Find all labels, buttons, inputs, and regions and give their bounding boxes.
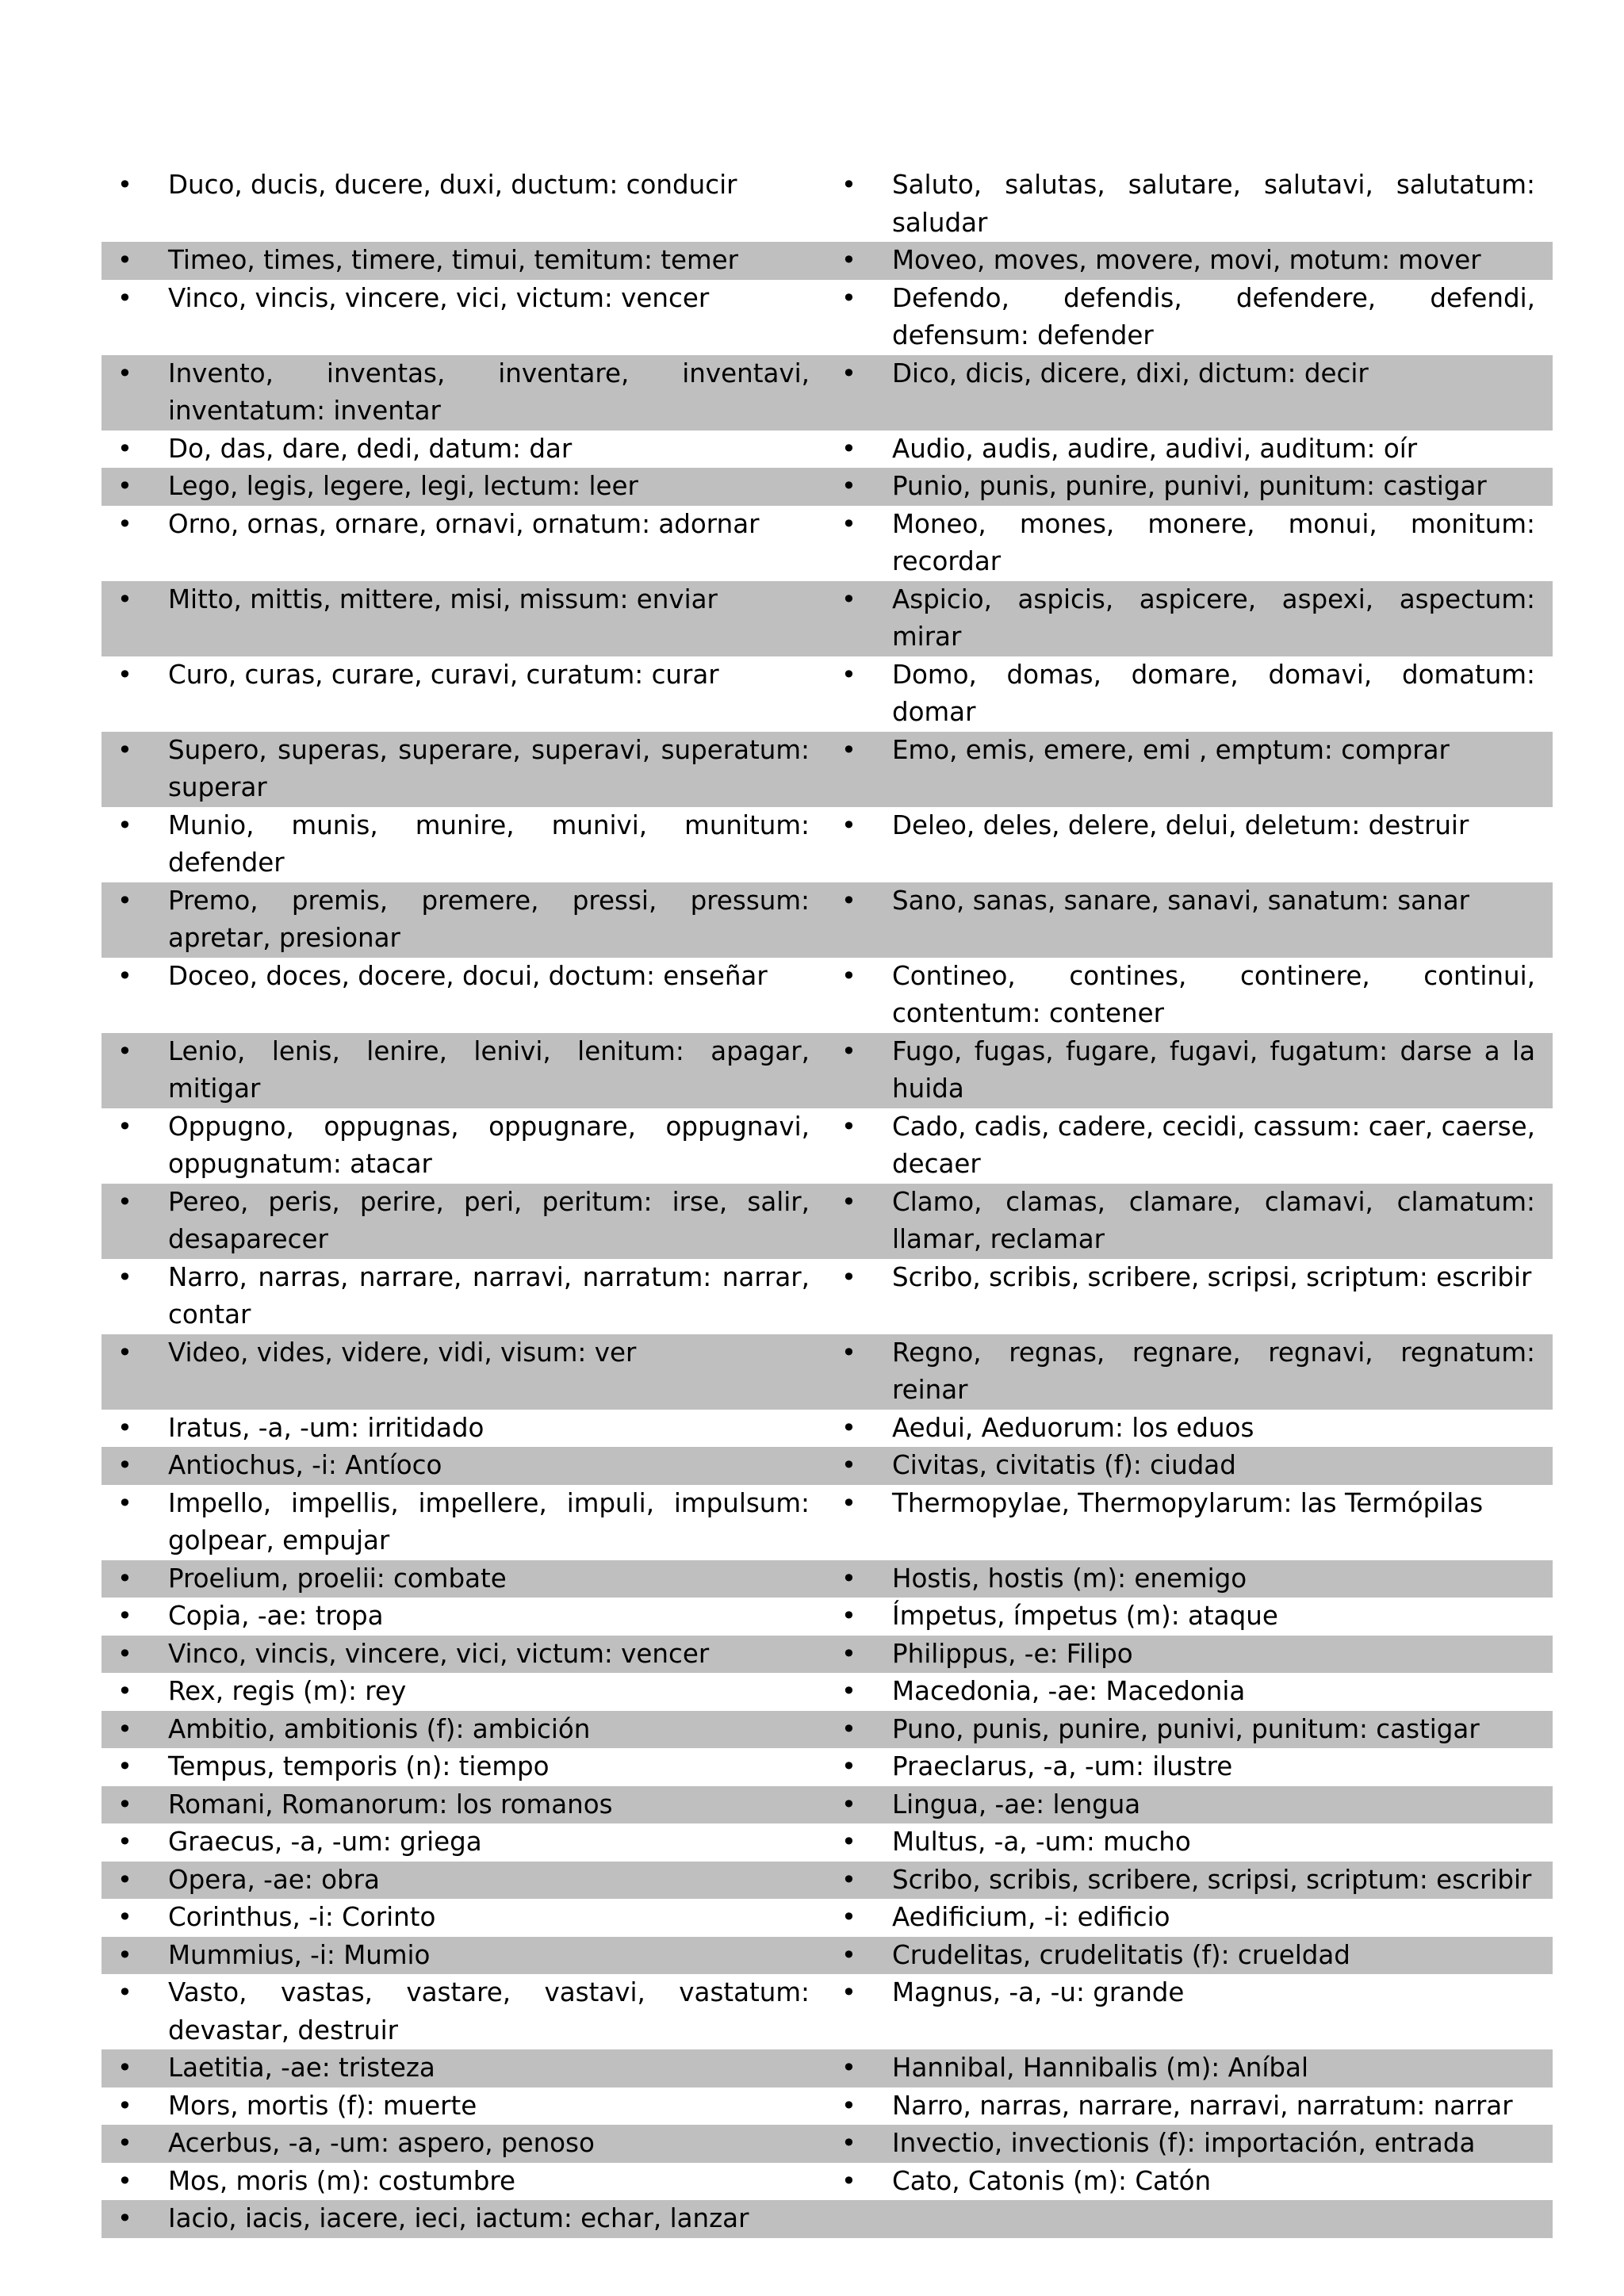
vocab-row [102, 1108, 1553, 1184]
vocab-entry-right [827, 242, 1553, 280]
vocab-row [102, 1974, 1553, 2049]
vocab-entry-right [827, 2087, 1553, 2126]
vocab-entry-text: Lenio, lenis, lenire, lenivi, lenitum: apagar, mitigar [168, 1035, 810, 1104]
vocab-entry-right [827, 1485, 1553, 1523]
vocab-entry-text: Laetitia, -ae: tristeza [168, 2053, 435, 2083]
bullet-icon: • [841, 2053, 856, 2083]
vocab-entry-text: Premo, premis, premere, pressi, pressum: apretar, presionar [168, 885, 810, 953]
vocab-entry-right [827, 2125, 1553, 2163]
vocab-row [102, 1447, 1553, 1485]
vocab-entry-left [102, 1937, 827, 1975]
vocab-entry-left [102, 882, 827, 958]
bullet-icon: • [117, 1939, 132, 1970]
vocab-entry-text: Defendo, defendis, defendere, defendi, defensum: defender [892, 282, 1535, 350]
vocab-row [102, 1259, 1553, 1334]
vocab-entry-text: Moneo, mones, monere, monui, monitum: recordar [892, 508, 1535, 576]
bullet-icon: • [841, 1676, 856, 1706]
bullet-icon: • [117, 1412, 132, 1443]
bullet-icon: • [841, 471, 856, 501]
vocab-entry-right [827, 1259, 1553, 1297]
vocab-row [102, 1485, 1553, 1560]
vocab-entry-left [102, 1108, 827, 1184]
vocab-row [102, 882, 1553, 958]
vocab-entry-text: Hostis, hostis (m): enemigo [892, 1563, 1247, 1594]
bullet-icon: • [841, 358, 856, 388]
vocab-entry-left [102, 1711, 827, 1749]
vocab-entry-right [827, 1748, 1553, 1786]
vocab-entry-right [827, 166, 1553, 242]
bullet-icon: • [117, 358, 132, 388]
vocab-entry-left [102, 1410, 827, 1448]
vocab-entry-right [827, 1711, 1553, 1749]
bullet-icon: • [117, 2203, 132, 2233]
vocab-entry-right [827, 1673, 1553, 1711]
vocab-entry-text: Impello, impellis, impellere, impuli, impulsum: golpear, empujar [168, 1487, 810, 1556]
vocab-entry-right [827, 1560, 1553, 1598]
vocab-entry-text: Scribo, scribis, scribere, scripsi, scriptum: escribir [892, 1864, 1532, 1895]
bullet-icon: • [117, 1751, 132, 1781]
bullet-icon: • [117, 960, 132, 991]
vocab-entry-right [827, 1108, 1553, 1184]
vocab-entry-text: Punio, punis, punire, punivi, punitum: castigar [892, 471, 1487, 501]
bullet-icon: • [117, 1487, 132, 1518]
bullet-icon: • [117, 1563, 132, 1594]
bullet-icon: • [117, 1638, 132, 1669]
vocab-row [102, 1560, 1553, 1598]
vocab-row [102, 2200, 1553, 2238]
vocab-entry-text: Orno, ornas, ornare, ornavi, ornatum: adornar [168, 508, 760, 539]
bullet-icon: • [841, 1977, 856, 2007]
bullet-icon: • [841, 2128, 856, 2158]
bullet-icon: • [117, 1676, 132, 1706]
vocab-entry-text: Multus, -a, -um: mucho [892, 1827, 1191, 1857]
bullet-icon: • [117, 2128, 132, 2158]
bullet-icon: • [841, 1713, 856, 1744]
vocab-entry-text: Deleo, deles, delere, delui, deletum: destruir [892, 809, 1469, 840]
vocab-entry-right [827, 1033, 1553, 1108]
vocab-entry-text: Aedificium, -i: edificio [892, 1902, 1170, 1932]
bullet-icon: • [841, 809, 856, 840]
vocab-entry-right [827, 430, 1553, 469]
vocab-entry-text: Saluto, salutas, salutare, salutavi, salutatum: saludar [892, 170, 1535, 238]
vocab-entry-text: Clamo, clamas, clamare, clamavi, clamatum: llamar, reclamar [892, 1186, 1535, 1254]
vocab-entry-left [102, 242, 827, 280]
vocab-entry-text: Do, das, dare, dedi, datum: dar [168, 433, 573, 464]
vocab-row [102, 958, 1553, 1033]
vocab-entry-text: Crudelitas, crudelitatis (f): crueldad [892, 1939, 1350, 1970]
vocab-row [102, 1899, 1553, 1937]
vocab-entry-left [102, 1862, 827, 1900]
vocab-entry-text: Macedonia, -ae: Macedonia [892, 1676, 1246, 1706]
vocab-row [102, 1711, 1553, 1749]
vocab-entry-left [102, 355, 827, 430]
vocab-row [102, 1862, 1553, 1900]
bullet-icon: • [841, 1827, 856, 1857]
vocab-entry-left [102, 1748, 827, 1786]
vocab-entry-text: Opera, -ae: obra [168, 1864, 380, 1895]
vocab-row [102, 1184, 1553, 1259]
bullet-icon: • [841, 1751, 856, 1781]
vocab-entry-right [827, 1937, 1553, 1975]
vocab-row [102, 430, 1553, 469]
vocab-entry-left [102, 1673, 827, 1711]
vocab-entry-left [102, 2087, 827, 2126]
vocabulary-table [102, 166, 1553, 2238]
vocab-entry-text: Timeo, times, timere, timui, temitum: temer [168, 245, 739, 275]
bullet-icon: • [117, 734, 132, 765]
bullet-icon: • [841, 1864, 856, 1895]
vocab-entry-left [102, 656, 827, 695]
bullet-icon: • [117, 2090, 132, 2121]
vocab-entry-text: Corinthus, -i: Corinto [168, 1902, 436, 1932]
vocab-entry-left [102, 166, 827, 205]
vocab-entry-text: Ambitio, ambitionis (f): ambición [168, 1713, 591, 1744]
vocab-entry-left [102, 1636, 827, 1674]
bullet-icon: • [841, 2090, 856, 2121]
vocab-entry-text: Vinco, vincis, vincere, vici, victum: vencer [168, 282, 710, 313]
vocab-entry-text: Moveo, moves, movere, movi, motum: mover [892, 245, 1481, 275]
vocab-entry-text: Iacio, iacis, iacere, ieci, iactum: echar, lanzar [168, 2203, 749, 2233]
vocab-entry-left [102, 1485, 827, 1560]
vocab-entry-text: Tempus, temporis (n): tiempo [168, 1751, 550, 1781]
bullet-icon: • [841, 1412, 856, 1443]
bullet-icon: • [117, 170, 132, 200]
vocab-entry-text: Hannibal, Hannibalis (m): Aníbal [892, 2053, 1308, 2083]
vocab-entry-left [102, 1899, 827, 1937]
vocab-entry-text: Video, vides, videre, vidi, visum: ver [168, 1337, 637, 1368]
vocab-entry-right [827, 1636, 1553, 1674]
vocab-entry-text: Philippus, -e: Filipo [892, 1638, 1133, 1669]
vocab-entry-right [827, 581, 1553, 656]
vocab-entry-left [102, 1598, 827, 1636]
vocab-entry-right [827, 882, 1553, 920]
vocab-entry-text: Lingua, -ae: lengua [892, 1789, 1141, 1820]
vocab-row [102, 1033, 1553, 1108]
vocab-entry-text: Contineo, contines, continere, continui, contentum: contener [892, 960, 1535, 1028]
vocab-row [102, 1748, 1553, 1786]
vocab-row [102, 2049, 1553, 2087]
vocab-entry-text: Cato, Catonis (m): Catón [892, 2165, 1212, 2196]
vocab-entry-left [102, 1786, 827, 1824]
vocab-entry-text: Civitas, civitatis (f): ciudad [892, 1450, 1236, 1480]
vocab-entry-right [827, 355, 1553, 393]
vocab-entry-left [102, 468, 827, 506]
bullet-icon: • [117, 508, 132, 539]
vocab-entry-text: Mos, moris (m): costumbre [168, 2165, 515, 2196]
bullet-icon: • [841, 1035, 856, 1066]
bullet-icon: • [841, 245, 856, 275]
bullet-icon: • [117, 471, 132, 501]
vocab-entry-left [102, 2163, 827, 2201]
vocab-row [102, 1598, 1553, 1636]
vocab-entry-left [102, 2200, 827, 2238]
bullet-icon: • [841, 1789, 856, 1820]
vocab-entry-right [827, 1447, 1553, 1485]
vocab-entry-text: Thermopylae, Thermopylarum: las Termópilas [892, 1487, 1484, 1518]
vocab-entry-left [102, 1560, 827, 1598]
vocab-entry-right [827, 732, 1553, 770]
vocab-entry-right [827, 1974, 1553, 2012]
bullet-icon: • [117, 1035, 132, 1066]
vocab-entry-right [827, 468, 1553, 506]
vocab-row [102, 732, 1553, 807]
bullet-icon: • [841, 1638, 856, 1669]
vocab-entry-text: Aedui, Aeduorum: los eduos [892, 1412, 1254, 1443]
vocab-entry-text: Curo, curas, curare, curavi, curatum: curar [168, 659, 719, 690]
vocab-entry-text: Narro, narras, narrare, narravi, narratum: narrar, contar [168, 1261, 810, 1330]
vocab-entry-text: Mors, mortis (f): muerte [168, 2090, 477, 2121]
vocab-entry-text: Munio, munis, munire, munivi, munitum: defender [168, 809, 810, 878]
vocab-entry-right [827, 2163, 1553, 2201]
bullet-icon: • [841, 1563, 856, 1594]
vocab-entry-text: Praeclarus, -a, -um: ilustre [892, 1751, 1233, 1781]
vocab-entry-text: Rex, regis (m): rey [168, 1676, 407, 1706]
vocab-entry-right [827, 1823, 1553, 1862]
bullet-icon: • [117, 809, 132, 840]
vocab-entry-left [102, 1184, 827, 1259]
vocab-entry-text: Acerbus, -a, -um: aspero, penoso [168, 2128, 595, 2158]
vocab-entry-text: Domo, domas, domare, domavi, domatum: domar [892, 659, 1535, 727]
bullet-icon: • [841, 282, 856, 313]
bullet-icon: • [841, 1939, 856, 1970]
bullet-icon: • [117, 1450, 132, 1480]
vocab-row [102, 1823, 1553, 1862]
vocab-entry-text: Graecus, -a, -um: griega [168, 1827, 482, 1857]
bullet-icon: • [841, 508, 856, 539]
vocab-row [102, 1410, 1553, 1448]
vocab-entry-left [102, 732, 827, 807]
vocab-row [102, 506, 1553, 581]
vocab-entry-left [102, 1259, 827, 1334]
vocab-entry-text: Iratus, -a, -um: irritidado [168, 1412, 485, 1443]
vocab-entry-right [827, 807, 1553, 845]
vocab-entry-text: Supero, superas, superare, superavi, superatum: superar [168, 734, 810, 802]
vocab-entry-left [102, 807, 827, 882]
vocab-row [102, 1334, 1553, 1410]
vocab-entry-right [827, 1598, 1553, 1636]
vocab-entry-right [827, 656, 1553, 732]
vocab-entry-text: Invectio, invectionis (f): importación, entrada [892, 2128, 1476, 2158]
bullet-icon: • [841, 170, 856, 200]
bullet-icon: • [117, 1111, 132, 1142]
vocab-entry-text: Magnus, -a, -u: grande [892, 1977, 1185, 2007]
bullet-icon: • [841, 1186, 856, 1217]
bullet-icon: • [841, 584, 856, 614]
vocab-entry-right [827, 1862, 1553, 1900]
bullet-icon: • [841, 1261, 856, 1292]
bullet-icon: • [841, 734, 856, 765]
vocab-entry-text: Oppugno, oppugnas, oppugnare, oppugnavi, oppugnatum: atacar [168, 1111, 810, 1179]
vocab-entry-text: Antiochus, -i: Antíoco [168, 1450, 442, 1480]
vocab-entry-text: Dico, dicis, dicere, dixi, dictum: decir [892, 358, 1369, 388]
bullet-icon: • [841, 659, 856, 690]
bullet-icon: • [841, 1111, 856, 1142]
vocab-row [102, 581, 1553, 656]
vocab-row [102, 2125, 1553, 2163]
bullet-icon: • [841, 885, 856, 916]
vocab-entry-left [102, 1334, 827, 1372]
vocab-row [102, 656, 1553, 732]
vocab-row [102, 2087, 1553, 2126]
vocab-entry-left [102, 280, 827, 318]
bullet-icon: • [841, 1487, 856, 1518]
bullet-icon: • [117, 1977, 132, 2007]
vocab-entry-text: Mitto, mittis, mittere, misi, missum: enviar [168, 584, 718, 614]
vocab-entry-text: Lego, legis, legere, legi, lectum: leer [168, 471, 638, 501]
vocab-entry-text: Ímpetus, ímpetus (m): ataque [892, 1601, 1278, 1631]
bullet-icon: • [117, 1601, 132, 1631]
vocab-entry-text: Proelium, proelii: combate [168, 1563, 507, 1594]
vocab-row [102, 242, 1553, 280]
vocab-entry-text: Aspicio, aspicis, aspicere, aspexi, aspectum: mirar [892, 584, 1535, 652]
vocab-entry-right [827, 1334, 1553, 1410]
vocab-entry-left [102, 958, 827, 996]
vocab-entry-text: Romani, Romanorum: los romanos [168, 1789, 613, 1820]
vocab-row [102, 807, 1553, 882]
vocab-entry-right [827, 958, 1553, 1033]
bullet-icon: • [841, 960, 856, 991]
vocab-entry-left [102, 1823, 827, 1862]
bullet-icon: • [117, 1337, 132, 1368]
vocab-entry-left [102, 506, 827, 544]
vocab-entry-right [827, 1184, 1553, 1259]
vocab-entry-left [102, 1974, 827, 2049]
vocab-entry-text: Narro, narras, narrare, narravi, narratum: narrar [892, 2090, 1513, 2121]
vocab-entry-left [102, 430, 827, 469]
bullet-icon: • [117, 2053, 132, 2083]
bullet-icon: • [117, 1186, 132, 1217]
vocab-row [102, 468, 1553, 506]
vocab-entry-text: Puno, punis, punire, punivi, punitum: castigar [892, 1713, 1480, 1744]
bullet-icon: • [841, 1337, 856, 1368]
bullet-icon: • [117, 1827, 132, 1857]
bullet-icon: • [117, 282, 132, 313]
vocab-row [102, 1937, 1553, 1975]
vocab-entry-right [827, 1410, 1553, 1448]
bullet-icon: • [117, 584, 132, 614]
vocab-entry-text: Invento, inventas, inventare, inventavi, inventatum: inventar [168, 358, 810, 426]
vocab-entry-right [827, 1786, 1553, 1824]
vocab-entry-right [827, 2049, 1553, 2087]
bullet-icon: • [117, 1864, 132, 1895]
vocab-entry-left [102, 1447, 827, 1485]
bullet-icon: • [117, 1902, 132, 1932]
vocab-entry-left [102, 2049, 827, 2087]
vocab-entry-text: Fugo, fugas, fugare, fugavi, fugatum: darse a la huida [892, 1035, 1535, 1104]
bullet-icon: • [117, 2165, 132, 2196]
bullet-icon: • [117, 1789, 132, 1820]
vocab-entry-text: Copia, -ae: tropa [168, 1601, 384, 1631]
vocab-entry-left [102, 581, 827, 619]
vocab-entry-text: Sano, sanas, sanare, sanavi, sanatum: sanar [892, 885, 1469, 916]
vocab-entry-text: Doceo, doces, docere, docui, doctum: enseñar [168, 960, 768, 991]
vocab-row [102, 1636, 1553, 1674]
bullet-icon: • [117, 885, 132, 916]
bullet-icon: • [841, 1450, 856, 1480]
bullet-icon: • [117, 1261, 132, 1292]
vocab-row [102, 2163, 1553, 2201]
vocab-row [102, 1786, 1553, 1824]
vocab-entry-text: Audio, audis, audire, audivi, auditum: oír [892, 433, 1418, 464]
vocab-entry-text: Cado, cadis, cadere, cecidi, cassum: caer, caerse, decaer [892, 1111, 1536, 1179]
vocab-entry-text: Emo, emis, emere, emi , emptum: comprar [892, 734, 1450, 765]
vocab-entry-text: Scribo, scribis, scribere, scripsi, scriptum: escribir [892, 1261, 1532, 1292]
vocab-entry-left [102, 1033, 827, 1108]
bullet-icon: • [841, 433, 856, 464]
vocab-entry-text: Regno, regnas, regnare, regnavi, regnatum: reinar [892, 1337, 1535, 1405]
vocab-entry-text: Pereo, peris, perire, peri, peritum: irse, salir, desaparecer [168, 1186, 810, 1254]
vocab-entry-text: Vasto, vastas, vastare, vastavi, vastatum: devastar, destruir [168, 1977, 810, 2045]
bullet-icon: • [841, 1902, 856, 1932]
vocab-row [102, 280, 1553, 355]
bullet-icon: • [841, 1601, 856, 1631]
bullet-icon: • [117, 659, 132, 690]
vocab-entry-right [827, 280, 1553, 355]
bullet-icon: • [117, 1713, 132, 1744]
vocab-entry-text: Mummius, -i: Mumio [168, 1939, 431, 1970]
vocab-row [102, 1673, 1553, 1711]
vocab-entry-left [102, 2125, 827, 2163]
vocab-entry-right [827, 506, 1553, 581]
vocab-entry-text: Vinco, vincis, vincere, vici, victum: vencer [168, 1638, 710, 1669]
vocab-entry-right [827, 1899, 1553, 1937]
vocab-entry-text: Duco, ducis, ducere, duxi, ductum: conducir [168, 170, 737, 200]
vocab-row [102, 166, 1553, 242]
bullet-icon: • [117, 433, 132, 464]
bullet-icon: • [841, 2165, 856, 2196]
vocab-row [102, 355, 1553, 430]
bullet-icon: • [117, 245, 132, 275]
